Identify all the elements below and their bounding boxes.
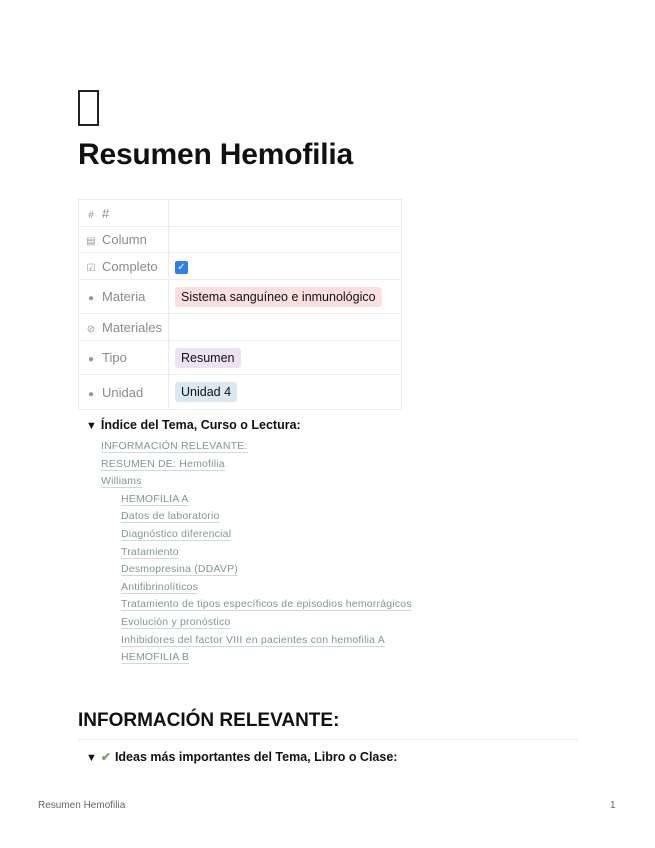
hash-icon: # bbox=[88, 209, 94, 221]
property-label: # bbox=[102, 205, 110, 221]
property-value-empty[interactable] bbox=[169, 314, 402, 341]
property-label: Materiales bbox=[102, 319, 162, 335]
property-label: Materia bbox=[102, 289, 146, 304]
property-label: Tipo bbox=[102, 350, 127, 365]
property-row bbox=[79, 280, 402, 314]
page-icon bbox=[78, 90, 99, 126]
select-icon: ● bbox=[87, 293, 95, 304]
completo-checkbox[interactable]: ✓ bbox=[175, 261, 188, 274]
toc-link[interactable]: Inhibidores del factor VIII en pacientes con hemofilia A bbox=[121, 633, 385, 646]
heading-divider bbox=[78, 739, 578, 740]
toc-toggle[interactable] bbox=[86, 418, 301, 432]
unidad-tag[interactable]: Unidad 4 bbox=[175, 382, 237, 402]
property-row bbox=[79, 314, 402, 341]
property-value-empty[interactable] bbox=[169, 227, 402, 253]
checkbox-icon: ☑ bbox=[86, 262, 96, 274]
property-row bbox=[79, 341, 402, 375]
check-mark-icon: ✔ bbox=[100, 750, 111, 764]
triangle-down-icon: ▼ bbox=[86, 752, 97, 764]
toc-link[interactable]: Datos de laboratorio bbox=[121, 510, 220, 523]
ideas-heading: Ideas más importantes del Tema, Libro o Clase: bbox=[114, 750, 398, 764]
toc-link[interactable]: HEMOFILIA A bbox=[121, 492, 189, 505]
property-row bbox=[79, 227, 402, 253]
triangle-down-icon: ▼ bbox=[86, 420, 97, 432]
toc-link[interactable]: HEMOFILIA B bbox=[121, 651, 190, 664]
toc-link[interactable]: Desmopresina (DDAVP) bbox=[121, 563, 239, 576]
attachment-icon: ⊘ bbox=[86, 323, 96, 335]
property-row bbox=[79, 200, 402, 227]
property-label: Column bbox=[102, 232, 147, 247]
tipo-tag[interactable]: Resumen bbox=[175, 348, 241, 368]
toc-link[interactable]: Evolución y pronóstico bbox=[121, 615, 231, 628]
materia-tag[interactable]: Sistema sanguíneo e inmunológico bbox=[175, 287, 382, 307]
toc-heading: Índice del Tema, Curso o Lectura: bbox=[100, 418, 301, 432]
toc-link[interactable]: Tratamiento de tipos específicos de episodios hemorrágicos bbox=[121, 598, 412, 611]
page-title: Resumen Hemofilia bbox=[78, 138, 354, 171]
toc-link[interactable]: Diagnóstico diferencial bbox=[121, 527, 232, 540]
select-icon: ● bbox=[87, 388, 95, 400]
property-value-empty[interactable] bbox=[169, 200, 402, 227]
property-row bbox=[79, 375, 402, 410]
select-icon: ● bbox=[87, 354, 95, 365]
ideas-toggle[interactable] bbox=[86, 750, 397, 764]
property-row bbox=[79, 253, 402, 280]
toc-link[interactable]: Tratamiento bbox=[121, 545, 179, 558]
footer-title: Resumen Hemofilia bbox=[38, 800, 126, 811]
toc-link[interactable]: Antifibrinolíticos bbox=[121, 580, 199, 593]
page-number: 1 bbox=[610, 800, 616, 811]
table-of-contents bbox=[101, 438, 412, 667]
section-heading: INFORMACIÓN RELEVANTE: bbox=[78, 710, 340, 731]
toc-link[interactable]: RESUMEN DE: Hemofilia bbox=[101, 457, 225, 470]
toc-link[interactable]: Williams bbox=[101, 475, 142, 488]
calendar-icon: ▤ bbox=[86, 236, 96, 247]
property-label: Unidad bbox=[102, 384, 144, 400]
property-label: Completo bbox=[102, 258, 158, 274]
toc-link[interactable]: INFORMACIÓN RELEVANTE: bbox=[101, 440, 248, 452]
properties-table bbox=[78, 199, 402, 410]
